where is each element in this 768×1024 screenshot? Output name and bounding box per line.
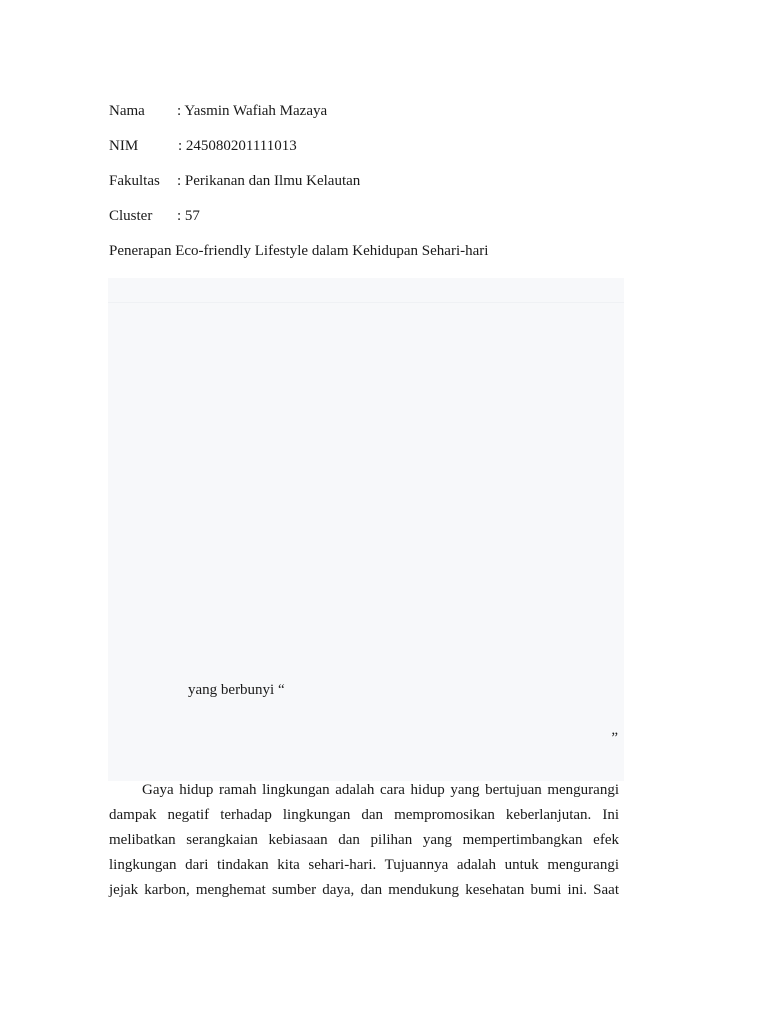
info-label-fakultas: Fakultas <box>109 173 160 189</box>
paragraph-line: melibatkan serangkaian kebiasaan dan pilihan yang mempertimbangkan efek <box>109 832 619 848</box>
paragraph-line: dampak negatif terhadap lingkungan dan mempromosikan keberlanjutan. Ini <box>109 807 619 823</box>
paragraph-line: Gaya hidup ramah lingkungan adalah cara hidup yang bertujuan mengurangi <box>142 782 619 798</box>
body-paragraph <box>109 778 619 903</box>
info-value-cluster: : 57 <box>177 208 200 224</box>
paragraph-line: jejak karbon, menghemat sumber daya, dan mendukung kesehatan bumi ini. Saat <box>109 882 619 898</box>
quote-intro-text: yang berbunyi “ <box>188 682 285 698</box>
info-label-nim: NIM <box>109 138 139 154</box>
info-value-fakultas: : Perikanan dan Ilmu Kelautan <box>177 173 361 189</box>
info-value-nim: : 245080201111013 <box>178 138 297 154</box>
info-value-nama: : Yasmin Wafiah Mazaya <box>177 103 328 119</box>
info-label-nama: Nama <box>109 103 145 119</box>
quote-close-mark: ” <box>611 730 618 746</box>
info-label-cluster: Cluster <box>109 208 153 224</box>
paragraph-line: lingkungan dari tindakan kita sehari-hari. Tujuannya adalah untuk mengurangi <box>109 857 619 873</box>
document-title: Penerapan Eco-friendly Lifestyle dalam Kehidupan Sehari-hari <box>109 243 489 259</box>
quote-block <box>108 278 624 781</box>
quote-block-header <box>108 278 624 303</box>
